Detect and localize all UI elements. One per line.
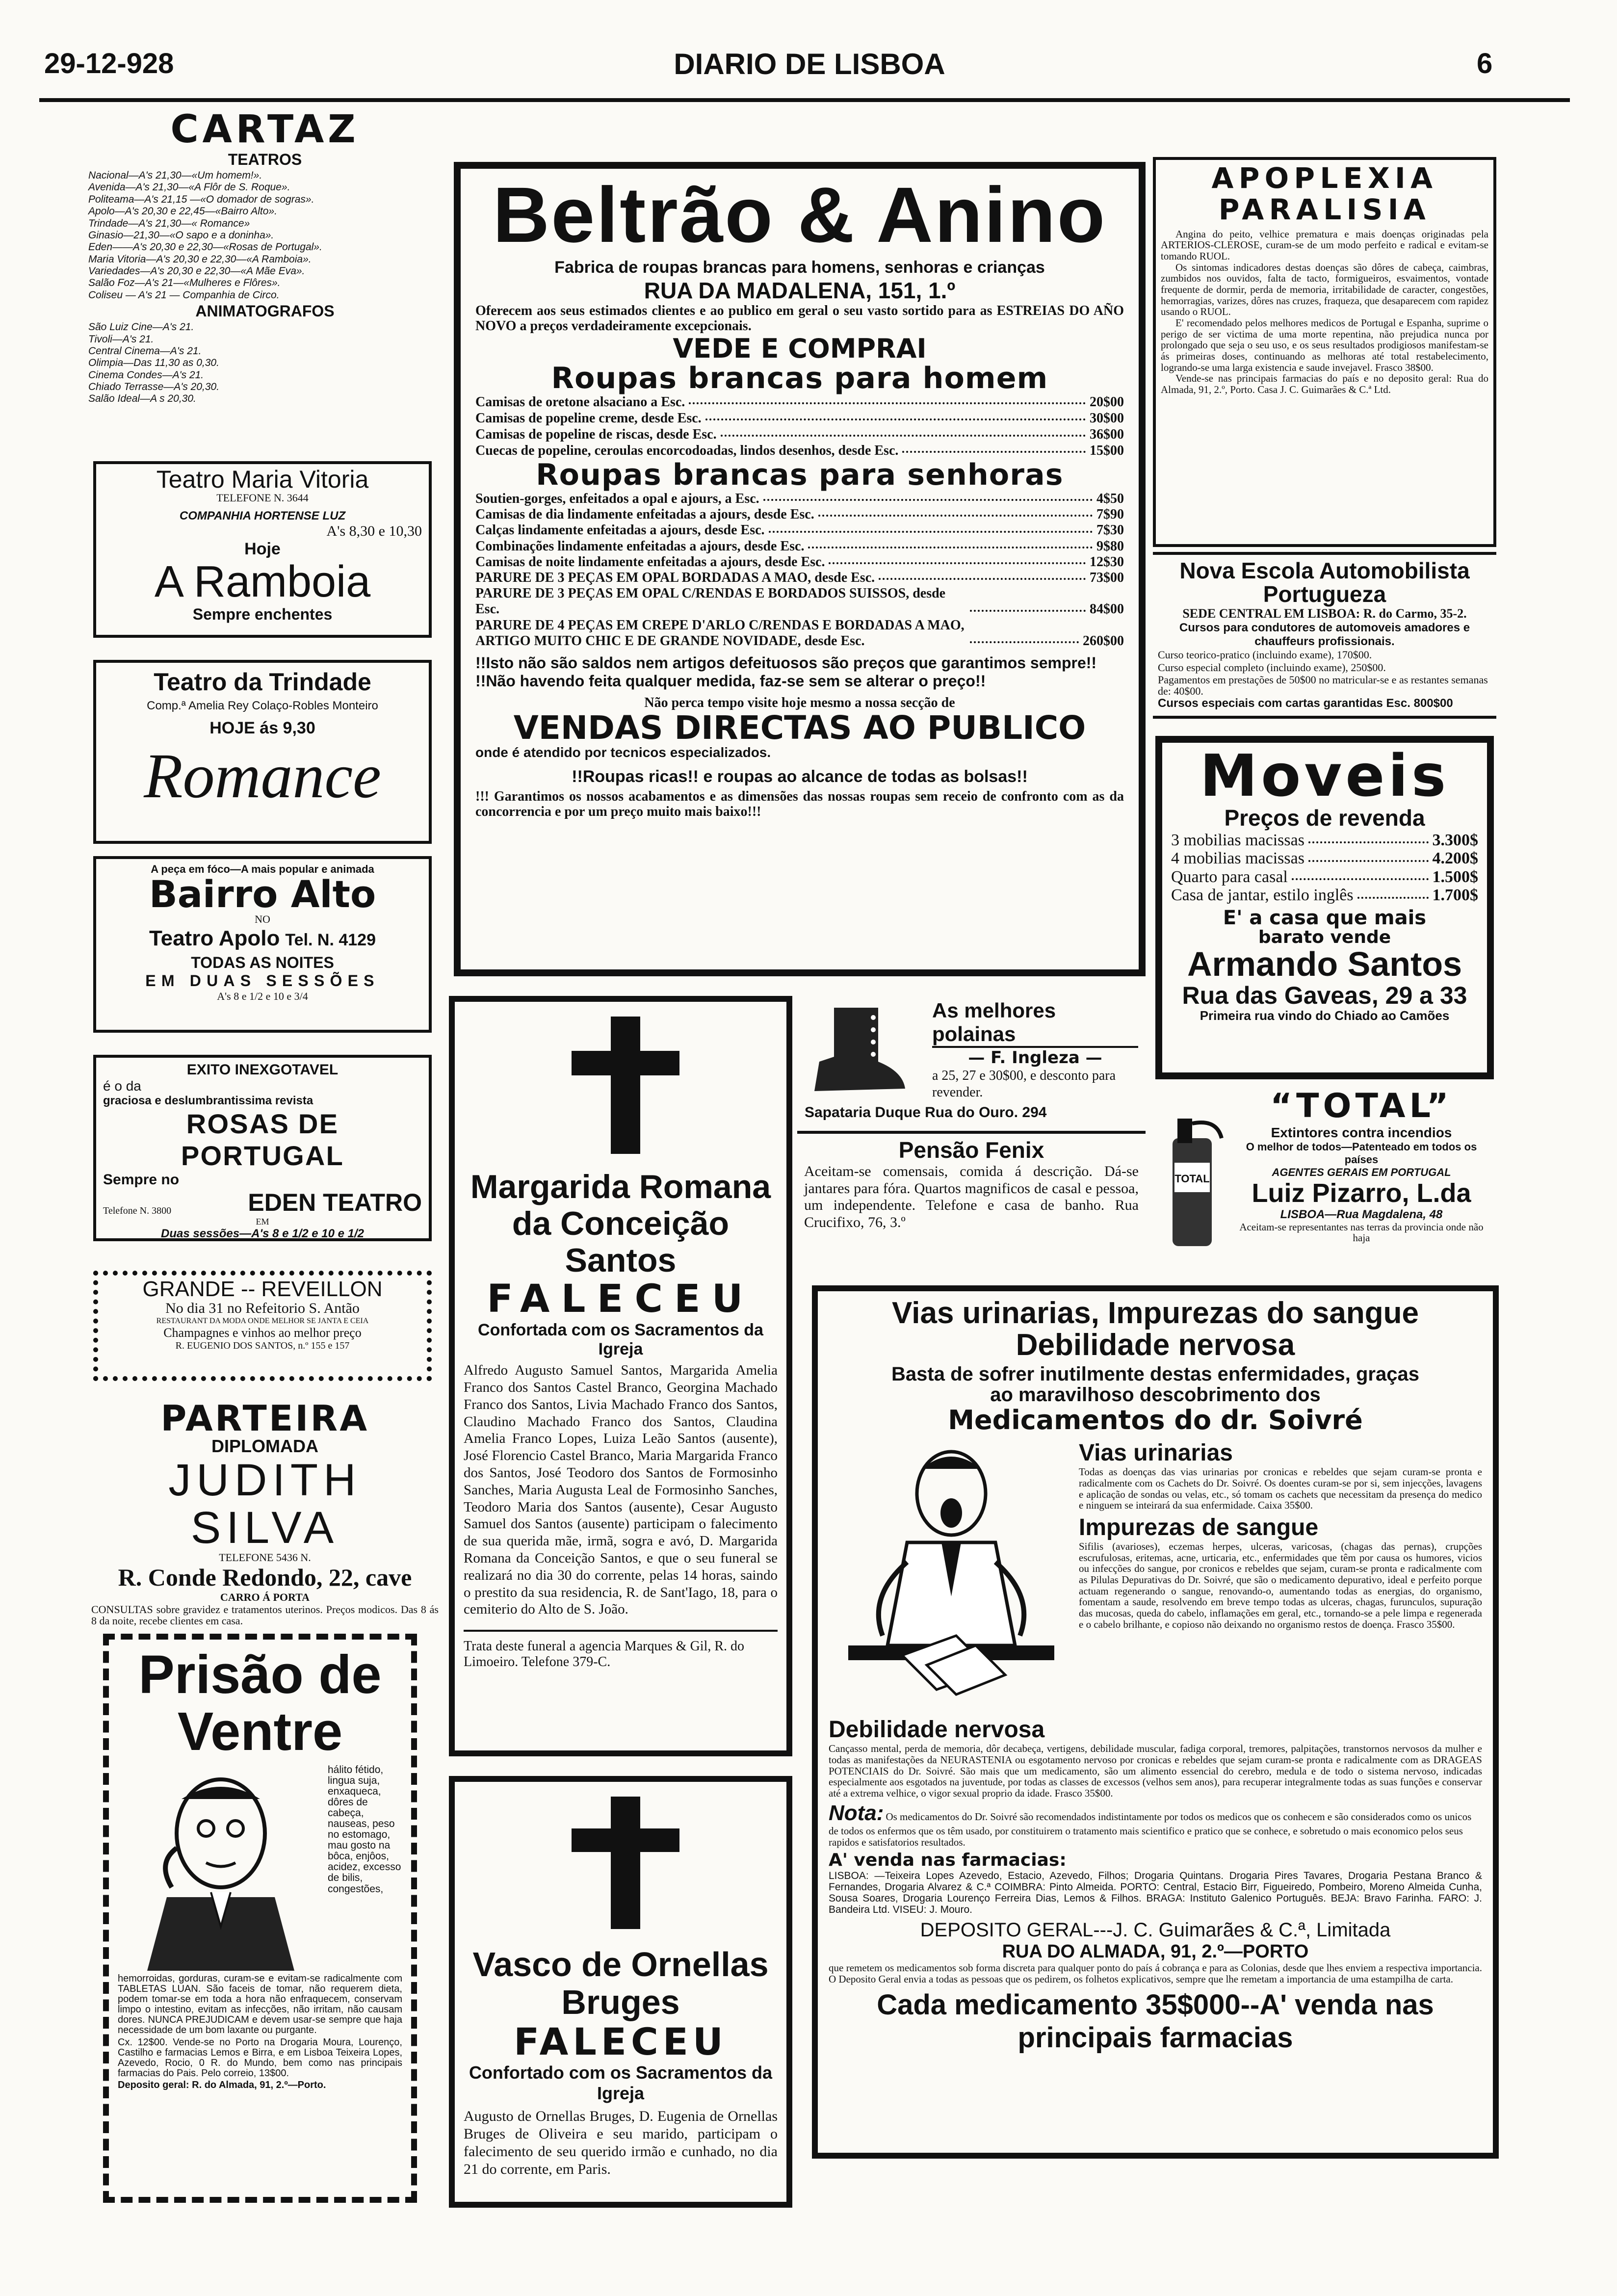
ad-line: Cursos para condutores de automoveis amadores e chauffeurs profissionais. [1179,621,1470,648]
ad-line: SEDE CENTRAL EM LISBOA: R. do Carmo, 35-2. [1182,606,1467,621]
venda-heading: A' venda nas farmacias: [829,1850,1067,1870]
ad-line: NO [255,913,270,925]
pharmacy-list: LISBOA: —Teixeira Lopes Azevedo, Estacio, Azevedo, Filhos; Drogaria Quintans. Drogaria Pires Tavares, Drogaria Pestana Branco & Fernandes, Drogaria Alvarez & C.ª COIMBRA: Pinto Almeida. PORTO: Central, Estacio Birr, Figueiredo, Pombeiro, Moreno Almeida Cunha, Sousa Soares, Drogaria Lourenço Ferreira Dias, Lemos & Filhos. BRAGA: Instituto Galenico Português. BEJA: Bravo Farinha. FARO: J. Bandeira Ltd. VISEU: J. Mouro. [829,1870,1482,1915]
ad-line: EM [256,1217,269,1226]
list-item: Olimpia—Das 11,30 as 0,30. [88,357,219,369]
ad-title: PARTEIRA [160,1398,369,1439]
parteira-ad [88,1398,442,1627]
cross-icon [464,1012,787,1159]
list-item: 4 mobilias macissas 4.200$ [1171,849,1478,868]
ad-title: PARALISIA [1218,192,1431,226]
ad-line: Cursos especiais com cartas garantidas Esc. 800$00 [1158,696,1453,710]
today-label: Hoje [244,540,281,558]
gaiter-illustration [805,1003,913,1101]
ad-subtitle: ao maravilhoso descobrimento dos [990,1384,1321,1406]
phone: TELEFONE 5436 N. [219,1551,311,1564]
list-item: Coliseu — A's 21 — Companhia de Circo. [88,289,280,301]
list-item: Variedades—A's 20,30 e 22,30—«A Mãe Eva». [88,265,305,277]
ad-title: Beltrão & Anino [493,171,1107,259]
list-item: Politeama—A's 21,15 —«O domador de sogras». [88,193,314,205]
ad-line: é o da [103,1078,141,1094]
cartaz-title: CARTAZ [170,107,360,152]
ad-text: hemorroidas, gorduras, curam-se e evitam-se radicalmente com TABLETAS LUAN. São faceis de tomar, não requerem dieta, podem tomar-se em toda a hora não enfraquecem, conservam limpo o intestino, evitam as infecções, não irritam, não causam dores. NUNCA PREJUDICAM e devem usar-se sempre que haja necessidade de um bom laxante ou purgante. [118,1973,402,2035]
ad-title: As melhores polainas [932,999,1138,1048]
closing-text: !!! Garantimos os nossos acabamentos e as dimensões das nossas roupas sem receio de confronto com as da concorrencia e por um preço muito mais baixo!!! [475,789,1124,820]
ad-line: Pagamentos em prestações de 50$00 no matricular-se e as restantes semanas de: 40$00. [1158,673,1488,697]
women-items [475,491,1124,649]
ad-line: TODAS AS NOITES [191,954,334,971]
list-item: Salão Ideal—A s 20,30. [88,393,196,405]
list-item: Cinema Condes—A's 21. [88,369,204,381]
faleceu-label: FALECEU [514,2020,728,2063]
men-heading: Roupas brancas para homem [551,361,1048,395]
vias-sections [1074,1439,1482,1714]
ad-text: Angina do peito, velhice prematura e mais doenças originadas pela ARTERIOS-CLEROSE, curam-se de um modo perfeito e radical e evitam-se tomando RUOL. Os sintomas indicadores destas doenças são dôres de cabeça, caimbras, zumbidos nos ouvidos, falta de tacto, formigueiros, esvaimentos, vontade frequente de dormir, perda de memoria, irritabilidade de caracter, congestões, hemorragias, varizes, dôres nas cruzes, fraqueza, que desaparecem com rapidez usando o RUOL. E' recomendado pelos melhores medicos de Portugal e Espanha, suprime o perigo de ser victima de uma morte repentina, não prejudica nunca por prolongado que seja o seu uso, e os seus resultados prodigiosos manifestam-se ás primeiras doses, continuando as melhoras até total restabelecimento, logrando-se uma larga existencia e saude invejavel. Frasco 38$00. Vende-se nas principais farmacias do país e no deposito geral: Rua do Almada, 91, 2.º, Porto. Casa J. C. Guimarães & C.ª Ltd. [1161,228,1488,395]
ad-line: No dia 31 no Refeitorio S. Antão [165,1300,360,1316]
teatro-list [88,170,442,301]
list-item: Central Cinema—A's 21. [88,345,202,357]
ad-subtitle: Preços de revenda [1224,805,1425,831]
shop-name: Armando Santos [1187,945,1462,984]
deposit-address: RUA DO ALMADA, 91, 2.º—PORTO [1002,1941,1309,1962]
theatre-title: Teatro Maria Vitoria [156,466,369,493]
show-times: Duas sessões—A's 8 e 1/2 e 10 e 1/2 [161,1227,364,1240]
ad-footer: Cada medicamento 35$000--A' venda nas principais farmacias [877,1989,1434,2054]
extinguisher-illustration [1158,1109,1226,1256]
section-text: Cançasso mental, perda de memoria, dôr decabeça, vertigens, debilidade muscular, fadiga corporal, tremores, palpitações, transtornos nervosos da mulher e todas as manifestações da NEURASTENIA ou esgotamento nervoso por cronicas e rebeldes que sejam curam-se pronta e radicalmente com as DRAGEAS POTENCIAIS do Dr. Soivré. São mais que um medicamento, são um alimento essencial do cerebro, medula e de todo o sistema nervoso, indicadas especialmente aos esgotados na juventude, por todas as classes de excessos (velhos sem anos), para recuperar integralmente todas as suas funções e conservar até a extrema velhice, o vigor sexual proprio da idade. Frasco 35$00. [829,1743,1482,1799]
play-title: Bairro Alto [149,872,376,916]
pensao-fenix-ad [797,1131,1146,1278]
eden-ad [93,1055,432,1241]
today-label: HOJE ás 9,30 [209,719,315,737]
prices: a 25, 27 e 30$00, e desconto para revender. [932,1068,1116,1100]
sacraments-line: Confortado com os Sacramentos da Igreja [469,2062,773,2103]
animatografos-heading: ANIMATOGRAFOS [195,302,335,320]
section-heading: Impurezas de sangue [1079,1514,1319,1540]
list-item: Chiado Terrasse—A's 20,30. [88,381,220,392]
theatre-title: Teatro da Trindade [154,668,371,696]
ad-line: RESTAURANT DA MODA ONDE MELHOR SE JANTA E CEIA [156,1317,369,1325]
ad-line: Champagnes e vinhos ao melhor preço [163,1326,362,1340]
warning-line: !!Isto não são saldos nem artigos defeituosos são preços que garantimos sempre!! [475,653,1097,672]
ad-subtitle: Basta de sofrer inutilmente destas enfermidades, graças [891,1363,1419,1385]
extinguisher-label: TOTAL [1174,1173,1210,1185]
ad-line: Curso especial completo (incluindo exame), 250$00. [1158,661,1386,674]
list-item: Salão Foz—A's 21—«Mulheres e Flôres». [88,277,281,289]
list-item: Camisas de noite lindamente enfeitadas a ajours, desde Esc. 12$30 [475,554,1124,570]
list-item: Combinações lindamente enfeitadas a ajours, desde Esc. 9$80 [475,538,1124,554]
list-item: Calças lindamente enfeitadas a ajours, desde Esc. 7$30 [475,522,1124,538]
escola-ad [1153,552,1496,719]
ad-text: Aceitam-se comensais, comida á descrição. Dá-se jantares para fóra. Quartos magnificos de casal e pessoa, um independente. Telefone e casa de banho. Rua Crucifixo, 76, 3.º [804,1163,1139,1230]
list-item: São Luiz Cine—A's 21. [88,321,194,333]
roupas-line: !!Roupas ricas!! e roupas ao alcance de todas as bolsas!! [572,767,1028,786]
price-list [1171,831,1478,905]
list-item: Casa de jantar, estilo inglês 1.700$ [1171,886,1478,905]
polainas-ad [800,996,1143,1123]
show-times: A's 8,30 e 10,30 [326,523,422,539]
header-rule [39,98,1570,102]
deposit-text: que remetem os medicamentos sob forma discreta para qualquer ponto do país á cobrança e para as Colonias, desde que lhes enviem a respectiva importancia. O Deposito Geral envia a todas as pessoas que os pedirem, os folhetos explicativos, sempre que lhe remetam a importancia de uma estampilha de carta. [829,1962,1482,1985]
play-title: Romance [144,741,381,811]
ad-line: R. EUGENIO DOS SANTOS, n.º 155 e 157 [175,1340,350,1351]
ad-footer: Cx. 12$00. Vende-se no Porto na Drogaria Moura, Lourenço, Castilho e farmacias Lemos e Birra, e em Lisboa Teixeira Lopes, Azevedo, Rocio, 0 R. do Mundo, bem como nas principais farmacias do Pais. Pelo correio, 13$00. [118,2037,402,2079]
medicine-name: Medicamentos do dr. Soivré [948,1405,1363,1436]
ad-line: EXITO INEXGOTAVEL [186,1062,339,1078]
vias-urinarias-ad [812,1285,1499,2159]
moveis-ad [1155,736,1494,1079]
list-item: PARURE DE 4 PEÇAS EM CREPE D'ARLO C/RENDAS E BORDADAS A MAO, ARTIGO MUITO CHIC E DE GRANDE NOVIDADE, desde Esc. 260$00 [475,617,1124,649]
newspaper-title: DIARIO DE LISBOA [674,48,945,80]
maria-vitoria-ad [93,461,432,638]
ad-subtitle: Fabrica de roupas brancas para homens, senhoras e crianças [554,258,1045,277]
ad-line: Extintores contra incendios [1271,1124,1452,1140]
ad-title: APOPLEXIA [1211,161,1438,195]
ad-line: CARRO Á PORTA [220,1591,310,1604]
faleceu-label: FALECEU [487,1277,755,1322]
ad-title: Debilidade nervosa [1016,1328,1295,1362]
sales-sub: onde é atendido por tecnicos especializados. [475,745,771,760]
agent-name: Luiz Pizarro, L.da [1252,1178,1471,1208]
play-title: ROSAS DE PORTUGAL [181,1108,344,1171]
list-item: Camisas de popeline creme, desde Esc. 30$00 [475,411,1124,426]
deposit: Deposito geral: R. do Almada, 91, 2.º—Porto. [118,2080,326,2090]
funeral-text: Trata deste funeral a agencia Marques & Gil, R. do Limoeiro. Telefone 379-C. [464,1639,745,1670]
nota-block [829,1801,1482,1848]
obituary-text: Augusto de Ornellas Bruges, D. Eugenia de Ornellas Bruges de Oliveira e seu marido, participam o falecimento de seu querido irmão e cunhado, no dia 21 do corrente, em Paris. [464,2108,778,2177]
ad-line: A peça em fóco—A mais popular e animada [151,863,374,875]
total-ad [1153,1084,1496,1261]
cinema-list [88,321,442,405]
ad-line: Curso teorico-pratico (incluindo exame), 170$00. [1158,648,1372,661]
theatre-phone: Tel. N. 4129 [285,931,376,949]
address: Rua das Gaveas, 29 a 33 [1182,981,1467,1009]
company-name: COMPANHIA HORTENSE LUZ [179,509,346,522]
theatre-name: Teatro Apolo [149,926,280,950]
list-item: Quarto para casal 1.500$ [1171,867,1478,886]
list-item: Trindade—A's 21,30—« Romance» [88,217,250,229]
obituary-vasco [449,1776,792,2208]
list-item: PARURE DE 3 PEÇAS EM OPAL C/RENDAS E BORDADOS SUISSOS, desde Esc. 84$00 [475,586,1124,617]
nota-text: Os medicamentos do Dr. Soivré são recomendados indistintamente por todos os medicos que os conhecem e são considerados como os unicos de todos os enfermos que os têm usado, por constituirem o tratamento mais scientifico e pratico que se conhece, e sobretudo o mais economico pelos seus rapidos e satisfatorios resultados. [829,1810,1472,1848]
ad-text: CONSULTAS sobre gravidez e tratamentos uterinos. Preços modicos. Das 8 ás 8 da noite, recebe clientes em casa. [91,1603,439,1627]
list-item: Apolo—A's 20,30 e 22,45—«Bairro Alto». [88,206,277,217]
list-item: Cuecas de popeline, ceroulas encorcodoadas, lindos desenhos, desde Esc. 15$00 [475,443,1124,459]
obituary-text: Alfredo Augusto Samuel Santos, Margarida Amelia Franco dos Santos Castel Branco, Georgina Machado Franco dos Santos, Livia Machado Franco dos Santos, Claudino Machado Franco dos Santos, Claudina Amelia Franco Lopes, Luiza Leão Santos (ausente), José Florencio Castel Branco, Maria Margarida Franco dos Santos, José Teodoro dos Santos de Formosinho Sanches, Maria Augusta Leal de Formosinho Sanches, Teodoro Maria dos Santos (ausente), Cesar Augusto Samuel dos Santos (ausente) participam o falecimento de sua querida mãe, irmã, sogra e avó, D. Margarida Romana da Conceição Santos, e que o seu funeral se realizará no dia 30 do corrente, pelas 14 horas, saindo o prestito da sua residencia, R. de Sant'Iago, 18, para o cemiterio do Alto de S. João. [464,1362,778,1618]
page-date: 29-12-928 [44,48,174,79]
brand: — F. Ingleza — [968,1048,1102,1068]
midwife-name: JUDITH SILVA [168,1455,362,1553]
theatre-phone: TELEFONE N. 3644 [216,492,309,504]
deceased-name: Vasco de Ornellas Bruges [472,1945,769,2021]
list-item: Avenida—A's 21,30—«A Flôr de S. Roque». [88,182,290,193]
ad-title: Vias urinarias, Impurezas do sangue [892,1296,1419,1330]
ad-title: Pensão Fenix [898,1137,1044,1163]
ad-title: GRANDE -- REVEILLON [142,1277,383,1301]
show-times: A's 8 e 1/2 e 10 e 3/4 [217,990,308,1002]
deposit-title: DEPOSITO GERAL---J. C. Guimarães & C.ª, Limitada [920,1919,1391,1941]
play-note: Sempre enchentes [192,605,333,623]
section-heading: Vias urinarias [1079,1440,1233,1466]
deceased-name: Margarida Romana da Conceição Santos [470,1168,771,1279]
ad-line: Primeira rua vindo do Chiado ao Camões [1200,1008,1450,1023]
ad-line: Sempre no [103,1172,180,1188]
ad-line: AGENTES GERAIS EM PORTUGAL [1272,1166,1451,1178]
section-text: Sifilis (avarioses), eczemas herpes, ulceras, varicosas, (chagas das pernas), crupções escrufulosas, eritemas, acne, urticaria, etc., enfermidades que têm por causa os humores, vicios ou infecções do sangue, por cronicos e rebeldes que sejam, curam-se pronta e radicalmente com as Pilulas Depurativas do Dr. Soivré, que são o medicamento depurativo, ideal e perfeito porque actuam regenerando o sangue, renovando-o, aumentando todas as energias, do organismo, fomentam a saude, resolvendo em breve tempo todas as ulceras, chagas, furunculos, supuração das mucosas, queda do cabelo, inflamações em geral, etc., tornando-se a pele limpa e regenerada e o cabelo brilhante, e copioso não deixando no organismo restos de doença. Frasco 35$00. [1079,1540,1482,1630]
doctor-illustration [829,1439,1074,1714]
funeral-notice [464,1630,778,1670]
ad-intro: Oferecem aos seus estimados clientes e ao publico em geral o seu vasto sortido para as ESTREIAS DO AÑO NOVO a preços verdadeiramente excepcionais. [475,303,1124,334]
women-heading: Roupas brancas para senhoras [536,458,1064,493]
address: RUA DA MADALENA, 151, 1.º [644,278,956,303]
list-item: PARURE DE 3 PEÇAS EM OPAL BORDADAS A MAO, desde Esc. 73$00 [475,570,1124,586]
list-item: Maria Vitoria—A's 20,30 e 22,30—«A Ramboia». [88,253,312,265]
ad-line: graciosa e deslumbrantissima revista [103,1094,313,1107]
page-number: 6 [1477,48,1493,79]
trindade-ad [93,660,432,844]
visit-line: Não perca tempo visite hoje mesmo a nossa secção de [644,695,955,710]
cartaz-listing [88,107,442,464]
list-item: Camisas de popeline de riscas, desde Esc. 36$00 [475,427,1124,443]
list-item: Camisas de dia lindamente enfeitadas a ajours, desde Esc. 7$90 [475,507,1124,522]
company-name: Comp.ª Amelia Rey Colaço-Robles Monteiro [147,699,378,712]
slogan: E' a casa que mais [1223,906,1427,929]
slogan: VEDE E COMPRAI [673,333,927,364]
list-item: Ginasio—21,30—«O sapo e a doninha». [88,229,274,241]
obituary-margarida [449,996,792,1756]
ad-title: Prisão de Ventre [138,1644,382,1762]
address: R. Conde Redondo, 22, cave [118,1564,412,1592]
slogan: barato vende [1258,927,1391,947]
reveillon-ad [93,1271,432,1381]
ad-title: Moveis [1200,742,1450,809]
shop-address: Sapataria Duque Rua do Ouro. 294 [805,1104,1047,1121]
section-heading: Debilidade nervosa [829,1717,1045,1743]
ad-line: O melhor de todos—Patenteado em todos os países [1246,1140,1477,1166]
list-item: Tivoli—A's 21. [88,333,154,345]
theatre-line [103,926,422,951]
man-illustration [118,1765,324,1971]
teatros-heading: TEATROS [228,151,302,168]
list-item: Eden——A's 20,30 e 22,30—«Rosas de Portugal». [88,241,322,253]
warning-line: !!Não havendo feita qualquer medida, faz-se sem se alterar o preço!! [475,672,986,690]
ad-line: EM DUAS SESSÕES [145,972,380,990]
list-item: Camisas de oretone alsaciano a Esc. 20$00 [475,394,1124,410]
address: LISBOA—Rua Magdalena, 48 [1280,1208,1443,1222]
sales-heading: VENDAS DIRECTAS AO PUBLICO [513,708,1086,747]
bairro-alto-ad [93,856,432,1033]
theatre-phone: Telefone N. 3800 [103,1205,172,1216]
prisao-ventre-ad [103,1634,417,2203]
ad-subtitle: DIPLOMADA [211,1436,318,1456]
beltrao-anino-ad [454,162,1146,976]
ad-line: Aceitam-se representantes nas terras da provincia onde não haja [1239,1221,1484,1244]
list-item: 3 mobilias macissas 3.300$ [1171,831,1478,849]
symptom-list: hálito fétido, lingua suja, enxaqueca, dôres de cabeça, nauseas, peso no estomago, mau gosto na bôca, enjôos, acidez, excesso de bilis, congestões, [328,1764,401,1895]
cross-icon [464,1792,787,1934]
men-items [475,394,1124,459]
nota-heading: Nota: [829,1800,884,1825]
theatre-name: EDEN TEATRO [248,1189,422,1216]
sacraments-line: Confortada com os Sacramentos da Igreja [478,1321,763,1359]
ad-title: Nova Escola Automobilista Portugueza [1179,558,1470,607]
section-text: Todas as doenças das vias urinarias por cronicas e rebeldes que sejam curam-se pronta e radicalmente com os Cachets do Dr. Soivré. Os doentes curam-se por si, sem injecções, lavagens e aplicação de sondas ou velas, etc., só tomam os cachets que necessitam da presença do medico e ninguem se inteirará da sua enfermidade. Caixa 35$00. [1079,1466,1482,1512]
ad-title: “TOTAL” [1270,1087,1453,1125]
apoplexia-ad [1153,157,1496,547]
list-item: Soutien-gorges, enfeitados a opal e ajours, a Esc. 4$50 [475,491,1124,507]
list-item: Nacional—A's 21,30—«Um homem!». [88,170,262,182]
play-title: A Ramboia [154,557,371,606]
